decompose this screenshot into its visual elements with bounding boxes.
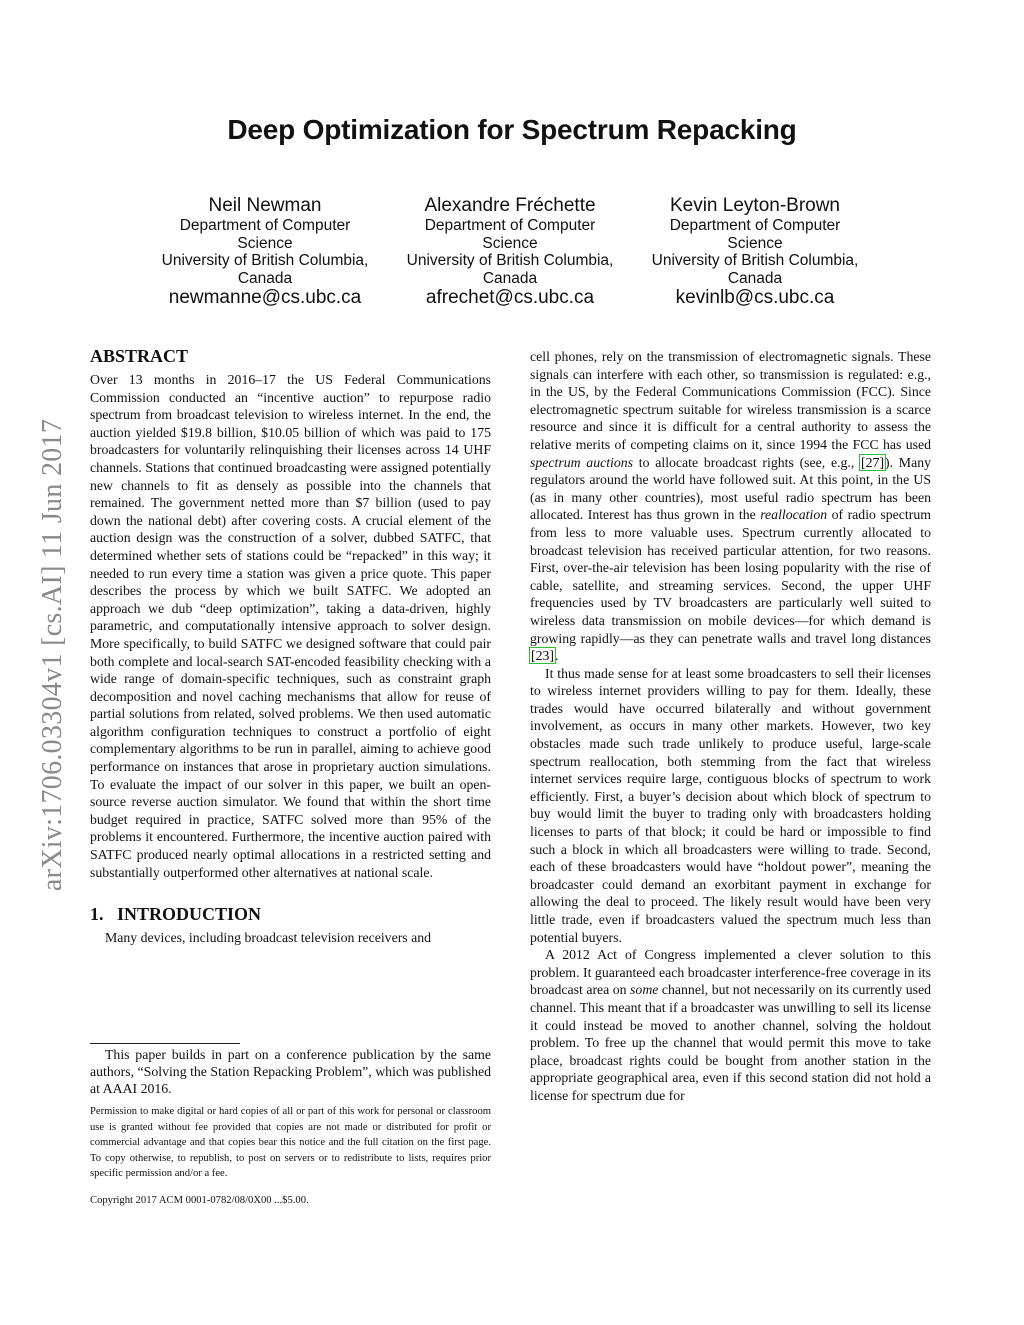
right-column (530, 348, 931, 1105)
author-country: Canada (237, 269, 293, 287)
intro-p1-text-c: ). Many regulators around the world have followed suit. At this point, in the US (as in many other countries), most useful radio spectrum has been allocated. Interest has thus grown in the (530, 454, 931, 523)
author-name: Neil Newman (208, 195, 322, 216)
author-department: Department of Computer (669, 217, 841, 234)
author-country: Canada (482, 269, 538, 287)
intro-p1-text-e: . (555, 648, 559, 664)
author-department-cont: Science (237, 234, 293, 252)
intro-paragraph-3 (530, 946, 931, 1104)
author-university: University of British Columbia, (406, 252, 614, 269)
author-name: Kevin Leyton-Brown (669, 195, 841, 216)
citation-link-27[interactable]: [27] (861, 454, 885, 470)
permission-notice: Permission to make digital or hard copies of all or part of this work for personal or classroom use is granted without fee provided that copies are not made or distributed for profit or commercial advantage and that copies bear this notice and the full citation on the first page. To copy otherwise, to republish, to post on servers or to redistribute to lists, requires prior specific permission and/or a fee. (90, 1106, 491, 1180)
intro-p3-text-b: channel, but not necessarily on its currently used channel. This meant that if a broadcaster was unwilling to sell its license it could instead be moved to another channel, solving the holdout problem. To free up the channel that would permit this move to take place, broadcast rights could be bought from another station in the appropriate geographical area, even if this second station did not hold a license for spectrum due for (530, 982, 931, 1103)
author-department-cont: Science (727, 234, 783, 252)
author-block-2 (390, 195, 630, 309)
intro-p3-text-a: A 2012 Act of Congress implemented a clever solution to this problem. It guaranteed each broadcaster interference-free coverage in its broadcast area on (530, 947, 931, 998)
arxiv-stamp: arXiv:1706.03304v1 [cs.AI] 11 Jun 2017 (37, 418, 68, 892)
author-university: University of British Columbia, (161, 252, 369, 269)
abstract-text: Over 13 months in 2016–17 the US Federal Communications Commission conducted an “incentive auction” to repurpose radio spectrum from broadcast television to wireless internet. In the end, the auction yielded $19.8 billion, $10.05 billion of which was paid to 175 broadcasters for voluntarily relinquishing their licenses across 14 UHF channels. Stations that continued broadcasting were assigned potentially new channels to fit as densely as possible into the channels that remained. The government netted more than $7 billion (used to pay down the national debt) after covering costs. A crucial element of the auction design was the construction of a solver, dubbed SATFC, that determined whether sets of stations could be “repacked” in this way; it needed to run every time a station was given a price quote. This paper describes the process by which we built SATFC. We adopted an approach we dub “deep optimization”, taking a data-driven, highly parametric, and computationally intensive approach to solver design. More specifically, to build SATFC we designed software that could pair both complete and local-search SAT-encoded feasibility checking with a wide range of domain-specific techniques, such as constraint graph decomposition and novel caching mechanisms that allow for reuse of partial solutions from related, solved problems. We then used automatic algorithm configuration techniques to construct a portfolio of eight complementary algorithms to be run in parallel, aiming to achieve good performance on instances that arose in proprietary auction simulations. To evaluate the impact of our solver in this paper, we built an open-source reverse auction simulator. We found that within the short time budget required in practice, SATFC solved more than 95% of the problems it encountered. Furthermore, the incentive auction paired with SATFC produced nearly optimal allocations in a restricted setting and substantially outperformed other alternatives at national scale. (90, 372, 491, 880)
citation-link-23[interactable]: [23] (531, 648, 554, 664)
author-email: afrechet@cs.ubc.ca (425, 287, 595, 308)
author-country: Canada (727, 269, 783, 287)
emphasis-reallocation: reallocation (760, 507, 828, 523)
author-block-1 (145, 195, 385, 309)
intro-p1-text-a: cell phones, rely on the transmission of electromagnetic signals. These signals can interfere with each other, so transmission is regulated: e.g., in the US, by the Federal Communications Commission (FCC). Since electromagnetic spectrum suitable for wireless transmission is a scarce resource and since it is difficult for a central authority to assess the relative merits of competing claims on it, since 1994 the FCC has used (530, 349, 931, 452)
emphasis-spectrum-auctions: spectrum auctions (530, 454, 634, 470)
author-name: Alexandre Fréchette (424, 195, 596, 216)
author-department-cont: Science (482, 234, 538, 252)
footnote-rule (90, 1043, 240, 1044)
emphasis-some: some (630, 982, 659, 998)
introduction-first-line: Many devices, including broadcast television receivers and (105, 930, 432, 946)
footnote: This paper builds in part on a conference publication by the same authors, “Solving the Station Repacking Problem”, which was published at AAAI 2016. (90, 1047, 491, 1096)
copyright-notice: Copyright 2017 ACM 0001-0782/08/0X00 ...$5.00. (90, 1195, 309, 1206)
author-email: newmanne@cs.ubc.ca (168, 287, 362, 308)
author-university: University of British Columbia, (651, 252, 859, 269)
author-department: Department of Computer (179, 217, 351, 234)
intro-paragraph-1 (530, 348, 931, 665)
intro-paragraph-2: It thus made sense for at least some broadcasters to sell their licenses to wireless internet providers willing to pay for them. Ideally, these trades would have occurred bilaterally and without government involvement, as occurs in many other markets. However, two key obstacles made such trade unlikely to produce useful, large-scale spectrum reallocation, both stemming from the fact that wireless internet services require large, contiguous blocks of spectrum to work efficiently. First, a buyer’s decision about which block of spectrum to buy would limit the buyer to trading only with broadcasters holding licenses to parts of that block; it could be hard or impossible to find such a block in which all broadcasters were willing to trade. Second, each of these broadcasters would have “holdout power”, meaning the broadcaster could demand an exorbitant payment in exchange for allowing the deal to proceed. The likely result would have been very little trade, even if broadcasters valued the spectrum much less than potential buyers. (530, 665, 931, 945)
paper-title: Deep Optimization for Spectrum Repacking (227, 114, 797, 145)
abstract-heading: ABSTRACT (90, 346, 189, 366)
author-department: Department of Computer (424, 217, 596, 234)
author-block-3 (635, 195, 875, 309)
author-email: kevinlb@cs.ubc.ca (675, 287, 835, 308)
intro-p1-text-d: of radio spectrum from less to more valuable uses. Spectrum currently allocated to broadcast television has received particular attention, for two reasons. First, over-the-air television has been losing popularity with the rise of cable, satellite, and streaming services. Second, the upper UHF frequencies used by TV broadcasters are particularly well suited to wireless data transmission on mobile devices—for which demand is growing rapidly—as they can penetrate walls and travel long distances (530, 507, 931, 646)
intro-p1-text-b: to allocate broadcast rights (see, e.g., (633, 454, 861, 470)
introduction-heading: 1. INTRODUCTION (90, 904, 262, 925)
left-column (90, 345, 491, 947)
